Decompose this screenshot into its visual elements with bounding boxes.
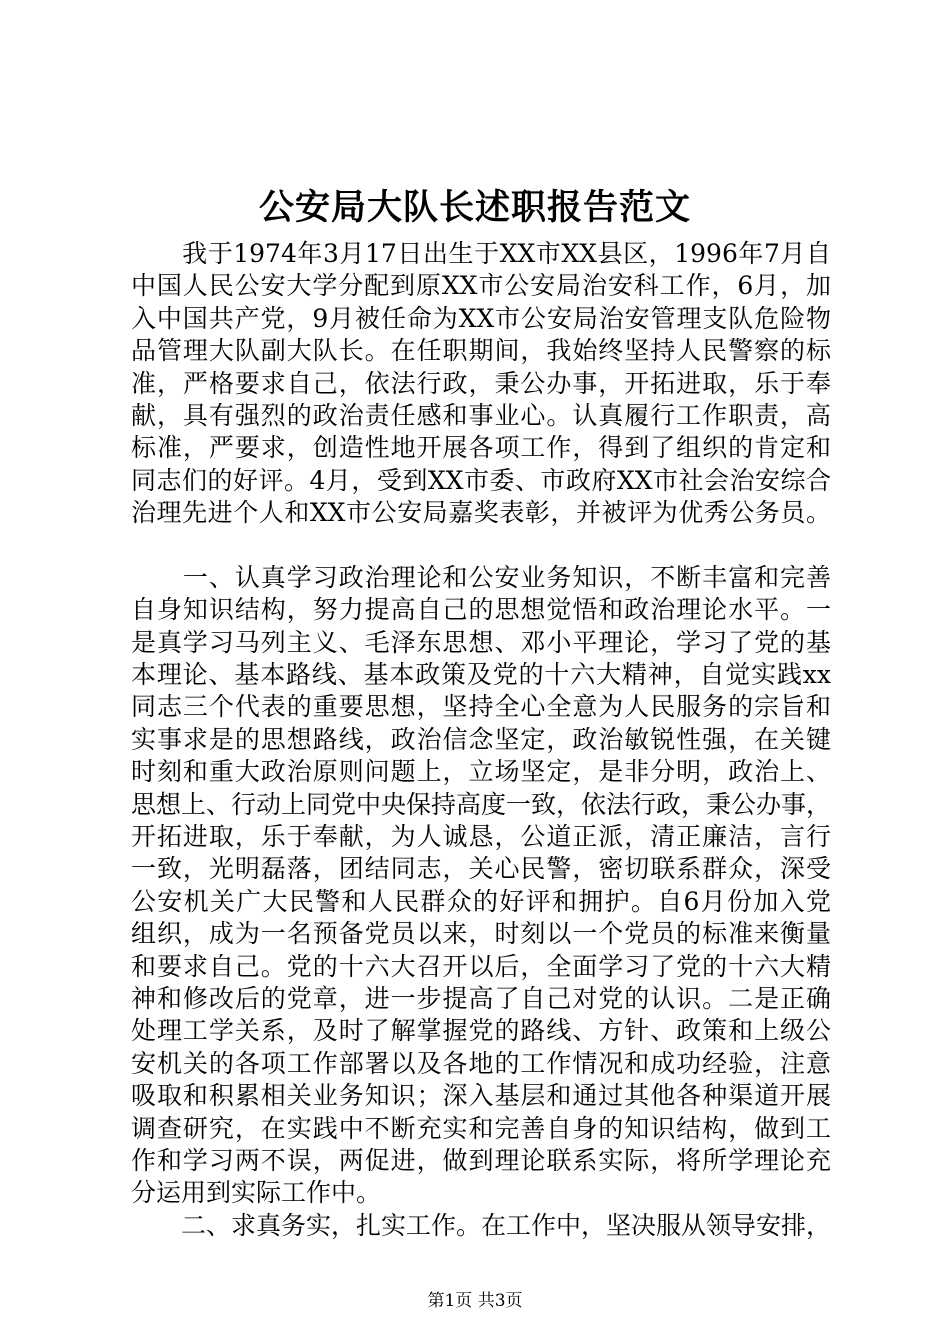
body-line: 安机关的各项工作部署以及各地的工作情况和成功经验，注意 (131, 1048, 831, 1078)
body-line: 同志们的好评。4月，受到XX市委、市政府XX市社会治安综合 (131, 465, 831, 495)
body-line: 本理论、基本路线、基本政策及党的十六大精神，自觉实践xx (131, 660, 831, 690)
body-line: 时刻和重大政治原则问题上，立场坚定，是非分明，政治上、 (131, 757, 831, 787)
body-line: 是真学习马列主义、毛泽东思想、邓小平理论，学习了党的基 (131, 627, 831, 657)
body-line: 治理先进个人和XX市公安局嘉奖表彰，并被评为优秀公务员。 (131, 498, 831, 528)
body-line: 入中国共产党，9月被任命为XX市公安局治安管理支队危险物 (131, 303, 831, 333)
page-footer: 第1页 共3页 (427, 1291, 523, 1311)
body-line: 思想上、行动上同党中央保持高度一致，依法行政，秉公办事， (131, 789, 832, 819)
body-line: 处理工学关系，及时了解掌握党的路线、方针、政策和上级公 (131, 1016, 831, 1046)
body-line: 公安机关广大民警和人民群众的好评和拥护。自6月份加入党 (131, 886, 831, 916)
body-line: 献，具有强烈的政治责任感和事业心。认真履行工作职责，高 (131, 400, 831, 430)
body-line: 中国人民公安大学分配到原XX市公安局治安科工作，6月，加 (131, 271, 831, 301)
body-line: 一、认真学习政治理论和公安业务知识，不断丰富和完善 (131, 562, 831, 592)
body-line: 自身知识结构，努力提高自己的思想觉悟和政治理论水平。一 (131, 595, 831, 625)
body-line: 同志三个代表的重要思想，坚持全心全意为人民服务的宗旨和 (131, 692, 831, 722)
body-line: 开拓进取，乐于奉献，为人诚恳，公道正派，清正廉洁，言行 (131, 822, 831, 852)
body-line: 实事求是的思想路线，政治信念坚定，政治敏锐性强，在关键 (131, 724, 831, 754)
body-line: 神和修改后的党章，进一步提高了自己对党的认识。二是正确 (131, 983, 831, 1013)
body-line: 品管理大队副大队长。在任职期间，我始终坚持人民警察的标 (131, 336, 831, 366)
document-title: 公安局大队长述职报告范文 (258, 187, 691, 228)
body-line: 调查研究，在实践中不断充实和完善自身的知识结构，做到工 (131, 1113, 831, 1143)
body-line: 分运用到实际工作中。 (131, 1178, 382, 1208)
body-line: 吸取和积累相关业务知识；深入基层和通过其他各种渠道开展 (131, 1081, 831, 1111)
body-line: 作和学习两不误，两促进，做到理论联系实际，将所学理论充 (131, 1145, 831, 1175)
paragraph-gap (131, 530, 831, 562)
body-line: 一致，光明磊落，团结同志，关心民警，密切联系群众，深受 (131, 854, 831, 884)
body-line: 标准，严要求，创造性地开展各项工作，得到了组织的肯定和 (131, 433, 831, 463)
body-line: 组织，成为一名预备党员以来，时刻以一个党员的标准来衡量 (131, 919, 831, 949)
document-body (131, 238, 831, 1242)
body-line: 我于1974年3月17日出生于XX市XX县区，1996年7月自 (131, 239, 831, 268)
body-line: 二、求真务实，扎实工作。在工作中，坚决服从领导安排， (131, 1210, 832, 1240)
body-line: 和要求自己。党的十六大召开以后，全面学习了党的十六大精 (131, 951, 831, 981)
body-line: 准，严格要求自己，依法行政，秉公办事，开拓进取，乐于奉 (131, 368, 831, 398)
